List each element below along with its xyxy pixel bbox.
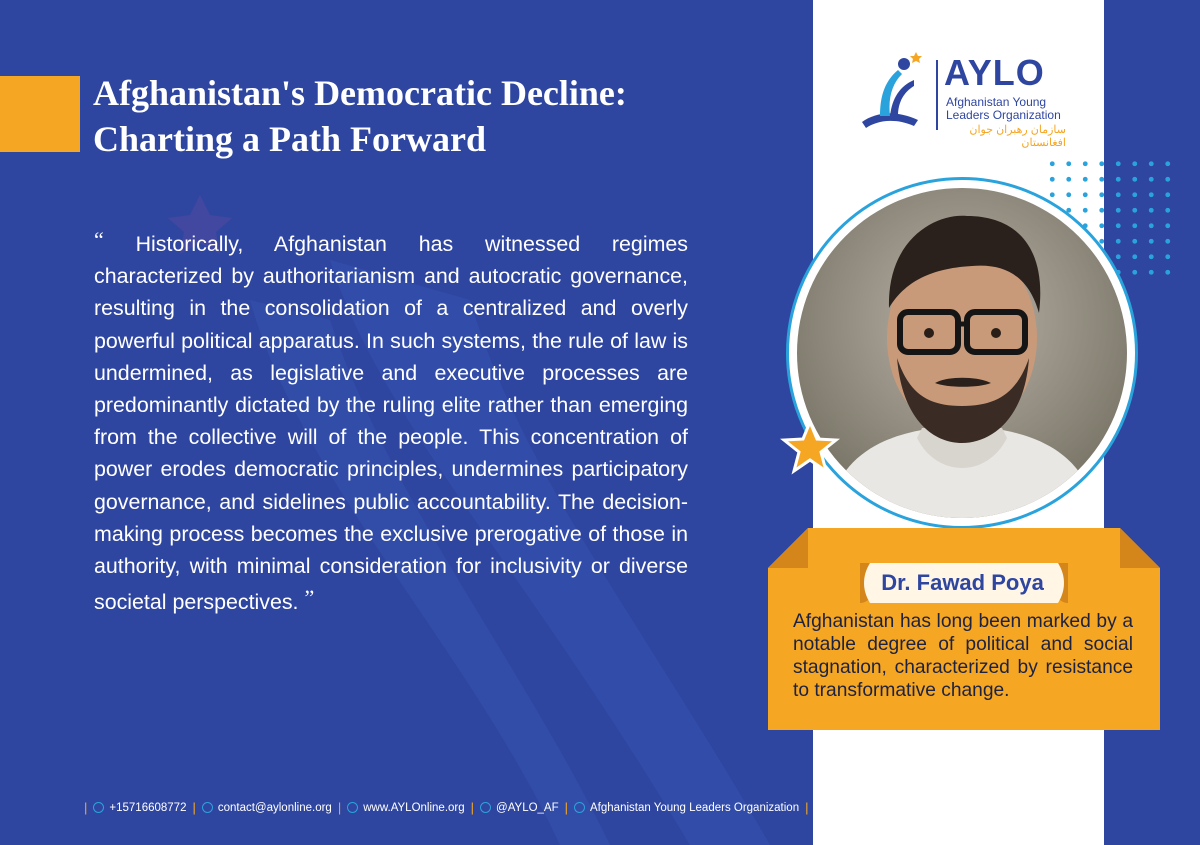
footer-separator: | <box>470 800 475 815</box>
footer-email[interactable]: contact@aylonline.org <box>217 801 332 814</box>
footer-separator: | <box>337 800 342 815</box>
footer-website[interactable]: www.AYLOnline.org <box>363 801 465 814</box>
phone-icon <box>93 802 104 813</box>
footer-x-handle[interactable]: @AYLO_AF <box>496 801 559 814</box>
speaker-portrait <box>797 188 1127 518</box>
footer-separator: | <box>192 800 196 815</box>
accent-block <box>0 76 80 152</box>
star-icon <box>780 418 840 478</box>
footer-facebook[interactable]: Afghanistan Young Leaders Organization <box>590 801 800 814</box>
footer-phone[interactable]: +15716608772 <box>109 801 187 814</box>
footer-separator: | <box>564 800 569 815</box>
globe-icon <box>347 802 358 813</box>
facebook-icon <box>574 802 585 813</box>
open-quote-mark: “ <box>94 227 104 252</box>
poster-title <box>93 70 753 162</box>
contact-footer <box>78 800 814 815</box>
close-quote-mark: ” <box>304 585 315 611</box>
logo-mark-icon <box>856 50 934 136</box>
footer-separator: | <box>84 800 88 815</box>
footer-separator: | <box>805 800 809 815</box>
x-icon <box>480 802 491 813</box>
speaker-name: Dr. Fawad Poya <box>881 570 1044 595</box>
quote-text <box>94 224 688 618</box>
logo-divider <box>936 60 938 130</box>
logo-full-name <box>946 96 1071 122</box>
aylo-logo <box>856 50 1066 149</box>
logo-full-line-1: Afghanistan Young <box>946 95 1047 109</box>
logo-full-line-2: Leaders Organization <box>946 108 1061 122</box>
logo-persian-name: سازمان رهبران جوان افغانستان <box>969 124 1066 149</box>
email-icon <box>202 802 213 813</box>
quote-body: Historically, Afghanistan has witnessed regimes characterized by authoritarianism and autocratic governance, resulting in the consolidation of a centralized and overly powerful political apparatus. In such systems, the rule of law is undermined, as legislative and executive processes are predominantly dictated by the ruling elite rather than emerging from the collective will of the people. This concentration of power erodes democratic principles, undermines participatory governance, and sidelines public accountability. The decision-making process becomes the exclusive prerogative of those in authority, with minimal consideration for inclusivity or diverse societal perspectives. <box>94 232 688 615</box>
speaker-summary: Afghanistan has long been marked by a notable degree of political and social stagnation, characterized by resistance to transformative change. <box>793 611 1133 701</box>
title-line-2: Charting a Path Forward <box>93 119 486 159</box>
logo-name: AYLO <box>944 52 1045 93</box>
title-line-1: Afghanistan's Democratic Decline: <box>93 73 627 113</box>
